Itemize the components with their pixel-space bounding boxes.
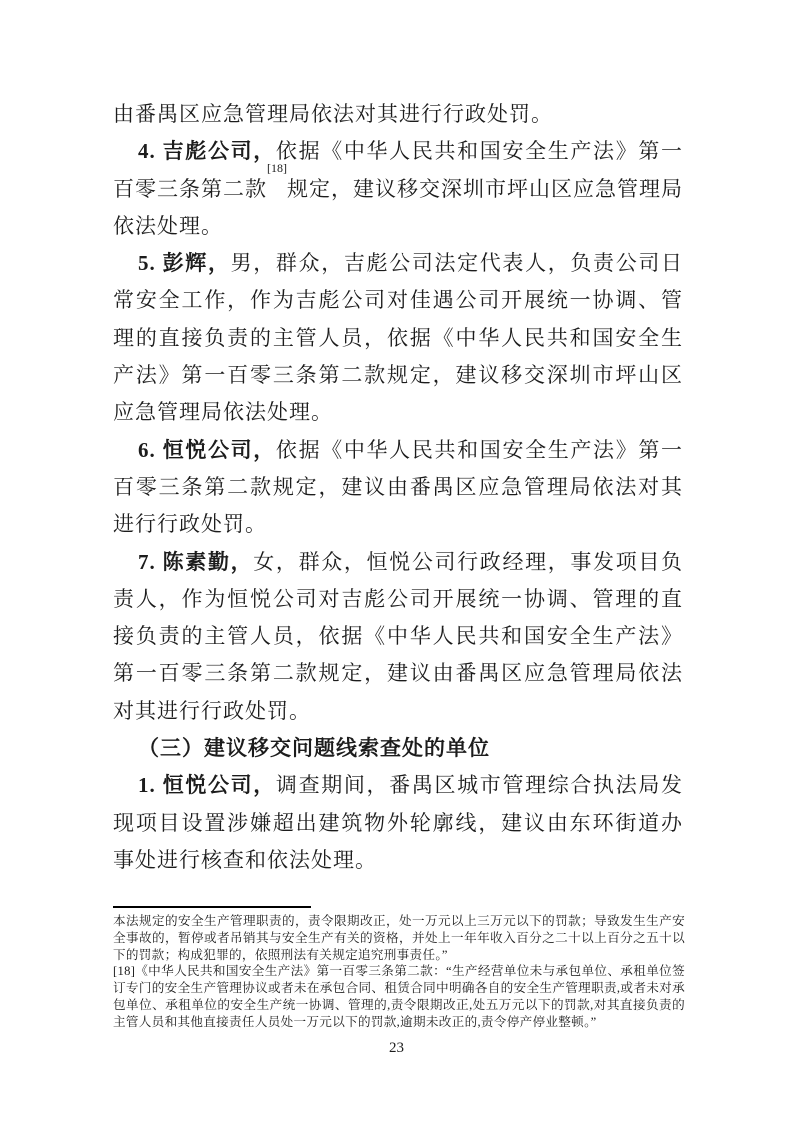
emphasis-text: 4. 吉彪公司，	[138, 139, 276, 164]
footnote: 本法规定的安全生产管理职责的，责令限期改正，处一万元以上三万元以下的罚款；导致发生生产安全事故的，暂停或者吊销其与安全生产有关的资格，并处上一年年收入百分之二十以上百分之五十以下的罚款；构成犯罪的，依照刑法有关规定追究刑事责任。”	[113, 914, 685, 962]
body-run: 女，群众，恒悦公司行政经理，事发项目负责人，作为恒悦公司对吉彪公司开展统一协调、管理的直接负责的主管人员，依据《中华人民共和国安全生产法》第一百零三条第二款规定，建议由番禺区应急管理局依法对其进行行政处罚。	[113, 549, 684, 723]
body-run: 男，群众，吉彪公司法定代表人，负责公司日常安全工作，作为吉彪公司对佳遇公司开展统一协调、管理的直接负责的主管人员，依据《中华人民共和国安全生产法》第一百零三条第二款规定，建议移交深圳市坪山区应急管理局依法处理。	[113, 251, 683, 425]
emphasis-text: 7. 陈素勤，	[138, 549, 254, 574]
body-text	[113, 96, 683, 879]
emphasis-text: 6. 恒悦公司，	[138, 437, 276, 462]
emphasis-text: 1. 恒悦公司，	[138, 773, 276, 798]
emphasis-text: （三）建议移交问题线索查处的单位	[138, 736, 490, 761]
footnote-list	[113, 913, 685, 1031]
body-run: 依据《中华人民共和国安全生产法》第一百零三条第二款	[113, 139, 684, 201]
paragraph	[113, 96, 683, 133]
body-run: 规定，建议移交深圳市坪山区应急管理局依法处理。	[113, 176, 683, 238]
footnote-ref: [18]	[267, 160, 287, 175]
body-run: 依据《中华人民共和国安全生产法》第一百零三条第二款规定，建议由番禺区应急管理局依法对其进行行政处罚。	[113, 437, 684, 537]
footnote-separator	[113, 906, 311, 908]
section-heading	[113, 730, 683, 767]
footnote-area	[113, 906, 685, 1031]
body-run: 调查期间，番禺区城市管理综合执法局发现项目设置涉嫌超出建筑物外轮廓线，建议由东环街道办事处进行核查和依法处理。	[113, 773, 684, 872]
page-number: 23	[389, 1040, 404, 1056]
paragraph	[113, 767, 683, 879]
paragraph	[113, 544, 683, 730]
body-run: 由番禺区应急管理局依法对其进行行政处罚。	[113, 102, 553, 126]
paragraph	[113, 133, 683, 245]
footnote: [18]《中华人民共和国安全生产法》第一百零三条第二款：“生产经营单位未与承包单位、承租单位签订专门的安全生产管理协议或者未在承包合同、租赁合同中明确各自的安全生产管理职责,或者未对承包单位、承租单位的安全生产统一协调、管理的,责令限期改正,处五万元以下的罚款,对其直接负责的主管人员和其他直接责任人员处一万元以下的罚款,逾期未改正的,责令停产停业整顿。”	[113, 964, 685, 1029]
paragraph	[113, 432, 683, 544]
paragraph	[113, 245, 683, 431]
emphasis-text: 5. 彭辉，	[138, 251, 231, 276]
